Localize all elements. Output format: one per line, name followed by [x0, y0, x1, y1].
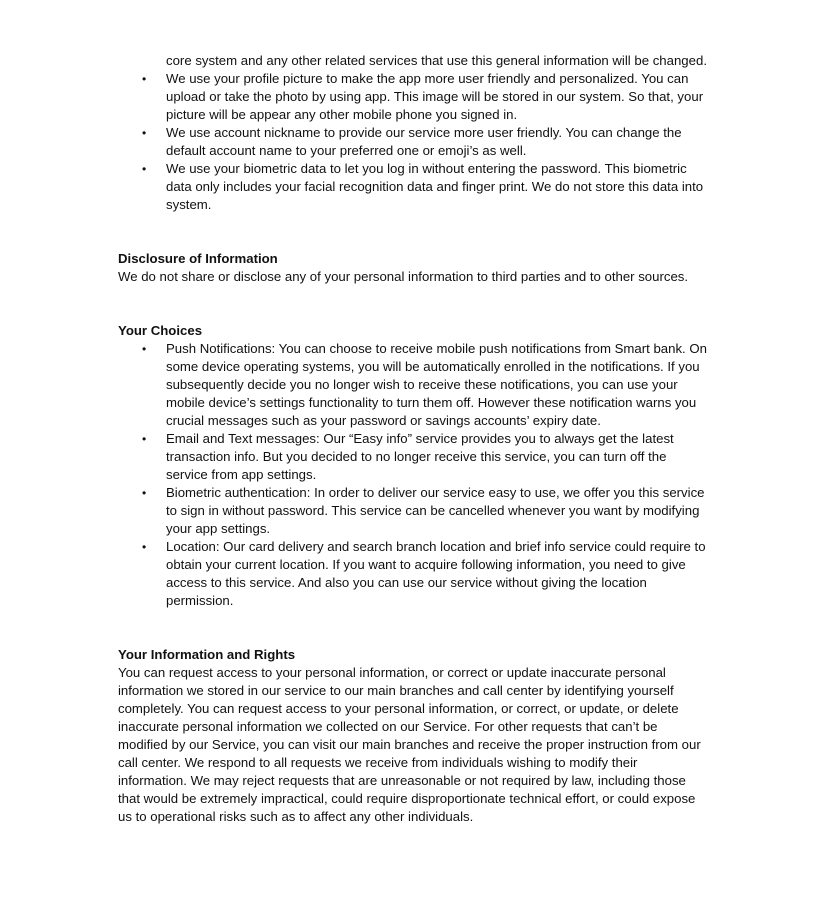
disclosure-section — [118, 250, 708, 286]
list-item — [118, 538, 708, 610]
rights-body: You can request access to your personal information, or correct or update inaccurate personal information we stored in our service to our main branches and call center by identifying yourself completely. You can request access to your personal information, or correct, or update, or delete inaccurate personal information we collected on our Service. For other requests that can’t be modified by our Service, you can visit our main branches and receive the proper instruction from our call center. We respond to all requests we receive from individuals wishing to modify their information. We may reject requests that are unreasonable or not required by law, including those that would be extremely impractical, could require disproportionate technical effort, or could expose us to operational risks such as to affect any other individuals. — [118, 665, 701, 824]
choices-heading: Your Choices — [118, 323, 203, 338]
list-item — [118, 124, 708, 160]
rights-heading: Your Information and Rights — [118, 647, 296, 662]
disclosure-body: We do not share or disclose any of your personal information to third parties and to other sources. — [118, 269, 689, 284]
list-item — [118, 484, 708, 538]
list-item-text: We use account nickname to provide our service more user friendly. You can change the default account name to your preferred one or emoji’s as well. — [166, 125, 682, 158]
list-item-text: We use your profile picture to make the app more user friendly and personalized. You can upload or take the photo by using app. This image will be stored in our system. So that, your picture will be appear any other mobile phone you signed in. — [166, 71, 704, 122]
intro-continuation: core system and any other related services that use this general information will be changed. — [166, 53, 707, 68]
bullet-icon: • — [142, 540, 147, 554]
rights-section — [118, 646, 708, 826]
list-item — [118, 430, 708, 484]
choices-section — [118, 322, 708, 610]
bullet-icon: • — [142, 162, 147, 176]
list-item — [118, 340, 708, 430]
list-item-text: Biometric authentication: In order to deliver our service easy to use, we offer you this service to sign in without password. This service can be cancelled whenever you want by modifying your app settings. — [166, 485, 705, 536]
bullet-icon: • — [142, 126, 147, 140]
bullet-icon: • — [142, 486, 147, 500]
list-item-text: Push Notifications: You can choose to receive mobile push notifications from Smart bank. On some device operating systems, you will be automatically enrolled in the notifications. If you subsequently decide you no longer wish to receive these notifications, you can use your mobile device’s settings functionality to turn them off. However these notification warns you crucial messages such as your password or savings accounts’ expiry date. — [166, 341, 707, 428]
choices-list — [118, 340, 708, 610]
list-item — [118, 160, 708, 214]
list-item-text: We use your biometric data to let you log in without entering the password. This biometric data only includes your facial recognition data and finger print. We do not store this data into system. — [166, 161, 704, 212]
bullet-icon: • — [142, 342, 147, 356]
list-item-text: Email and Text messages: Our “Easy info” service provides you to always get the latest transaction info. But you decided to no longer receive this service, you can turn off the service from app settings. — [166, 431, 674, 482]
disclosure-heading: Disclosure of Information — [118, 251, 278, 266]
list-item-text: Location: Our card delivery and search branch location and brief info service could require to obtain your current location. If you want to acquire following information, you need to give access to this service. And also you can use our service without giving the location permission. — [166, 539, 706, 608]
bullet-icon: • — [142, 432, 147, 446]
usage-list — [118, 70, 708, 214]
list-item — [118, 70, 708, 124]
document-page — [118, 52, 708, 826]
bullet-icon: • — [142, 72, 147, 86]
